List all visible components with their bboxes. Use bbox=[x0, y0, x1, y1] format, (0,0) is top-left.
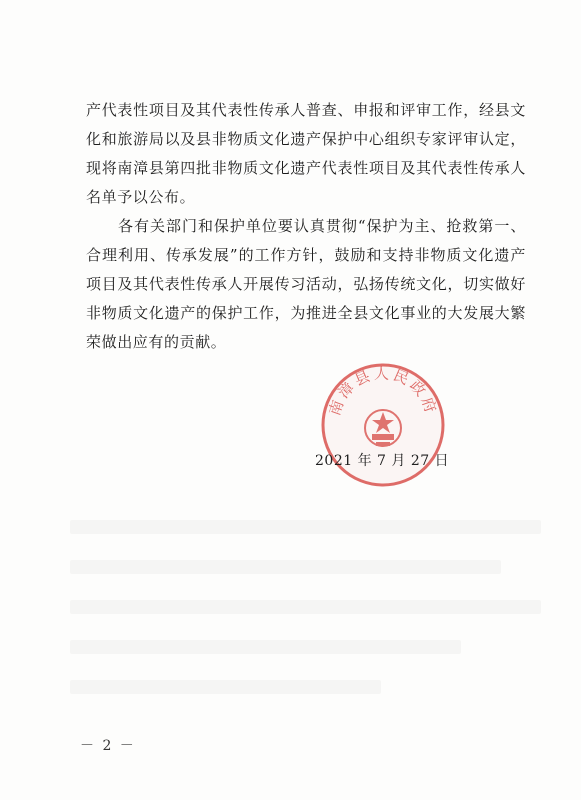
official-seal bbox=[318, 360, 448, 490]
bleed-through-line bbox=[70, 680, 381, 694]
page-number: － 2 － bbox=[80, 738, 136, 754]
bleed-through-line bbox=[70, 600, 541, 614]
bleed-through-line bbox=[70, 520, 541, 534]
issue-date: 2021 年 7 月 27 日 bbox=[315, 453, 450, 469]
bleed-through-line bbox=[70, 640, 461, 654]
body-text bbox=[86, 96, 526, 357]
paragraph: 产代表性项目及其代表性传承人普查、申报和评审工作，经县文化和旅游局以及县非物质文化遗产保护中心组织专家评审认定，现将南漳县第四批非物质文化遗产代表性项目及其代表性传承人名单予以公布。 bbox=[86, 101, 526, 206]
bleed-through-line bbox=[70, 560, 501, 574]
paragraph: 各有关部门和保护单位要认真贯彻“保护为主、抢救第一、合理利用、传承发展”的工作方针，鼓励和支持非物质文化遗产项目及其代表性传承人开展传习活动，弘扬传统文化，切实做好非物质文化遗产的保护工作，为推进全县文化事业的大发展大繁荣做出应有的贡献。 bbox=[86, 217, 526, 351]
svg-text:南漳县人民政府: 南漳县人民政府 bbox=[325, 364, 441, 418]
